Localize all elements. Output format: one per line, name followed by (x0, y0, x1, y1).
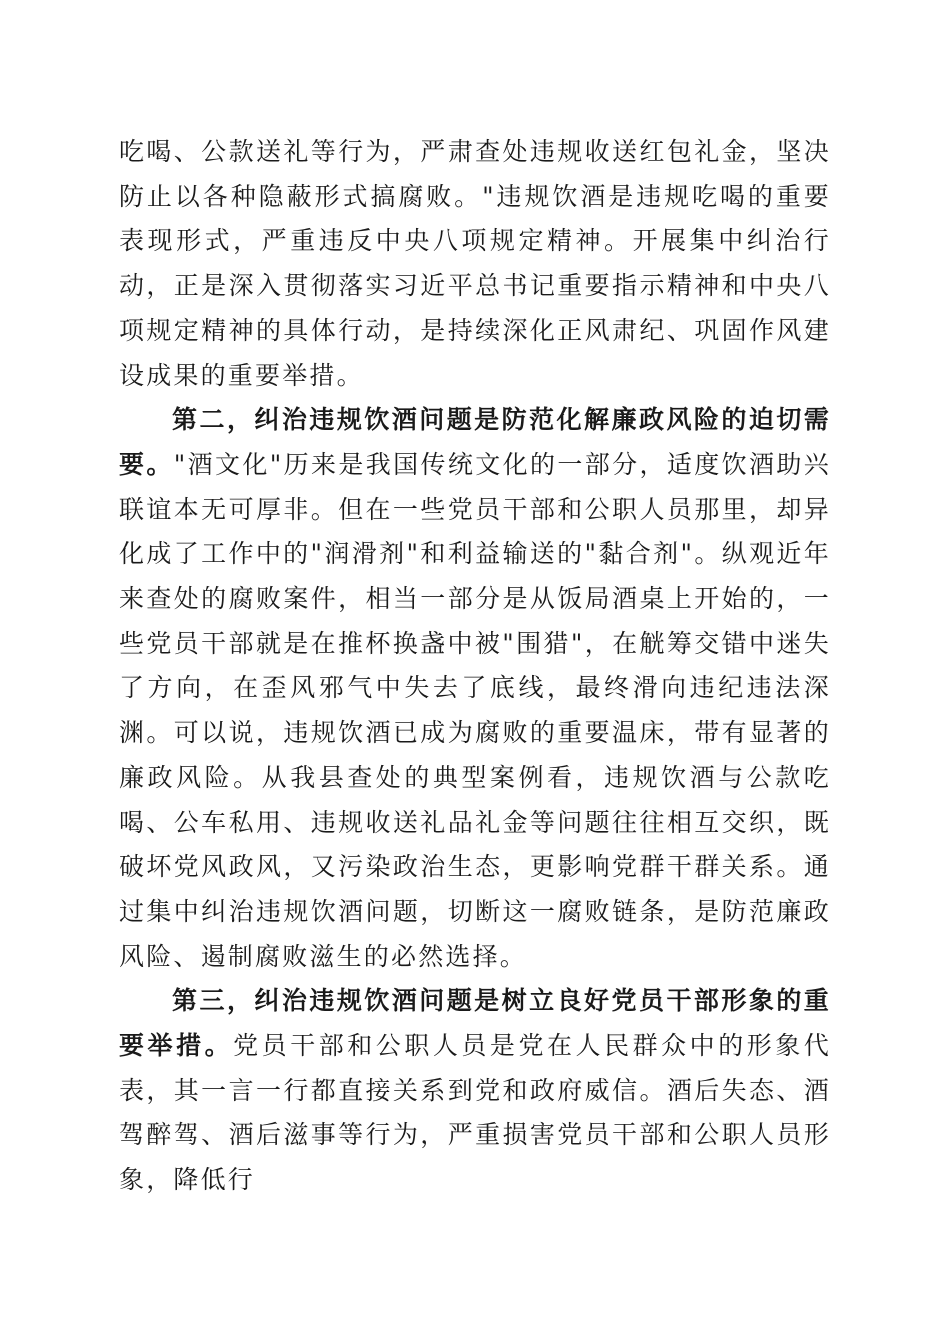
paragraph-third-point (119, 979, 831, 1203)
paragraph-body: 吃喝、公款送礼等行为，严肃查处违规收送红包礼金，坚决防止以各种隐蔽形式搞腐败。"违规饮酒是违规吃喝的重要表现形式，严重违反中央八项规定精神。开展集中纠治行动，正是深入贯彻落实习近平总书记重要指示精神和中央八项规定精神的具体行动，是持续深化正风肃纪、巩固作风建设成果的重要举措。 (119, 137, 831, 390)
paragraph-continuation (119, 130, 831, 398)
document-page (119, 130, 831, 1203)
paragraph-body: 党员干部和公职人员是党在人民群众中的形象代表，其一言一行都直接关系到党和政府威信。酒后失态、酒驾醉驾、酒后滋事等行为，严重损害党员干部和公职人员形象，降低行 (119, 1031, 831, 1195)
paragraph-second-point (119, 398, 831, 979)
paragraph-lead: 第二，纠治违规饮酒问题是防范化解廉政风险的迫切需要。 (119, 405, 831, 479)
paragraph-lead: 第三，纠治违规饮酒问题是树立良好党员干部形象的重要举措。 (119, 986, 831, 1061)
paragraph-body: "酒文化"历来是我国传统文化的一部分，适度饮酒助兴联谊本无可厚非。但在一些党员干部和公职人员那里，却异化成了工作中的"润滑剂"和利益输送的"黏合剂"。纵观近年来查处的腐败案件，相当一部分是从饭局酒桌上开始的，一些党员干部就是在推杯换盏中被"围猎"，在觥筹交错中迷失了方向，在歪风邪气中失去了底线，最终滑向违纪违法深渊。可以说，违规饮酒已成为腐败的重要温床，带有显著的廉政风险。从我县查处的典型案例看，违规饮酒与公款吃喝、公车私用、违规收送礼品礼金等问题往往相互交织，既破坏党风政风，又污染政治生态，更影响党群干群关系。通过集中纠治违规饮酒问题，切断这一腐败链条，是防范廉政风险、遏制腐败滋生的必然选择。 (119, 449, 831, 971)
